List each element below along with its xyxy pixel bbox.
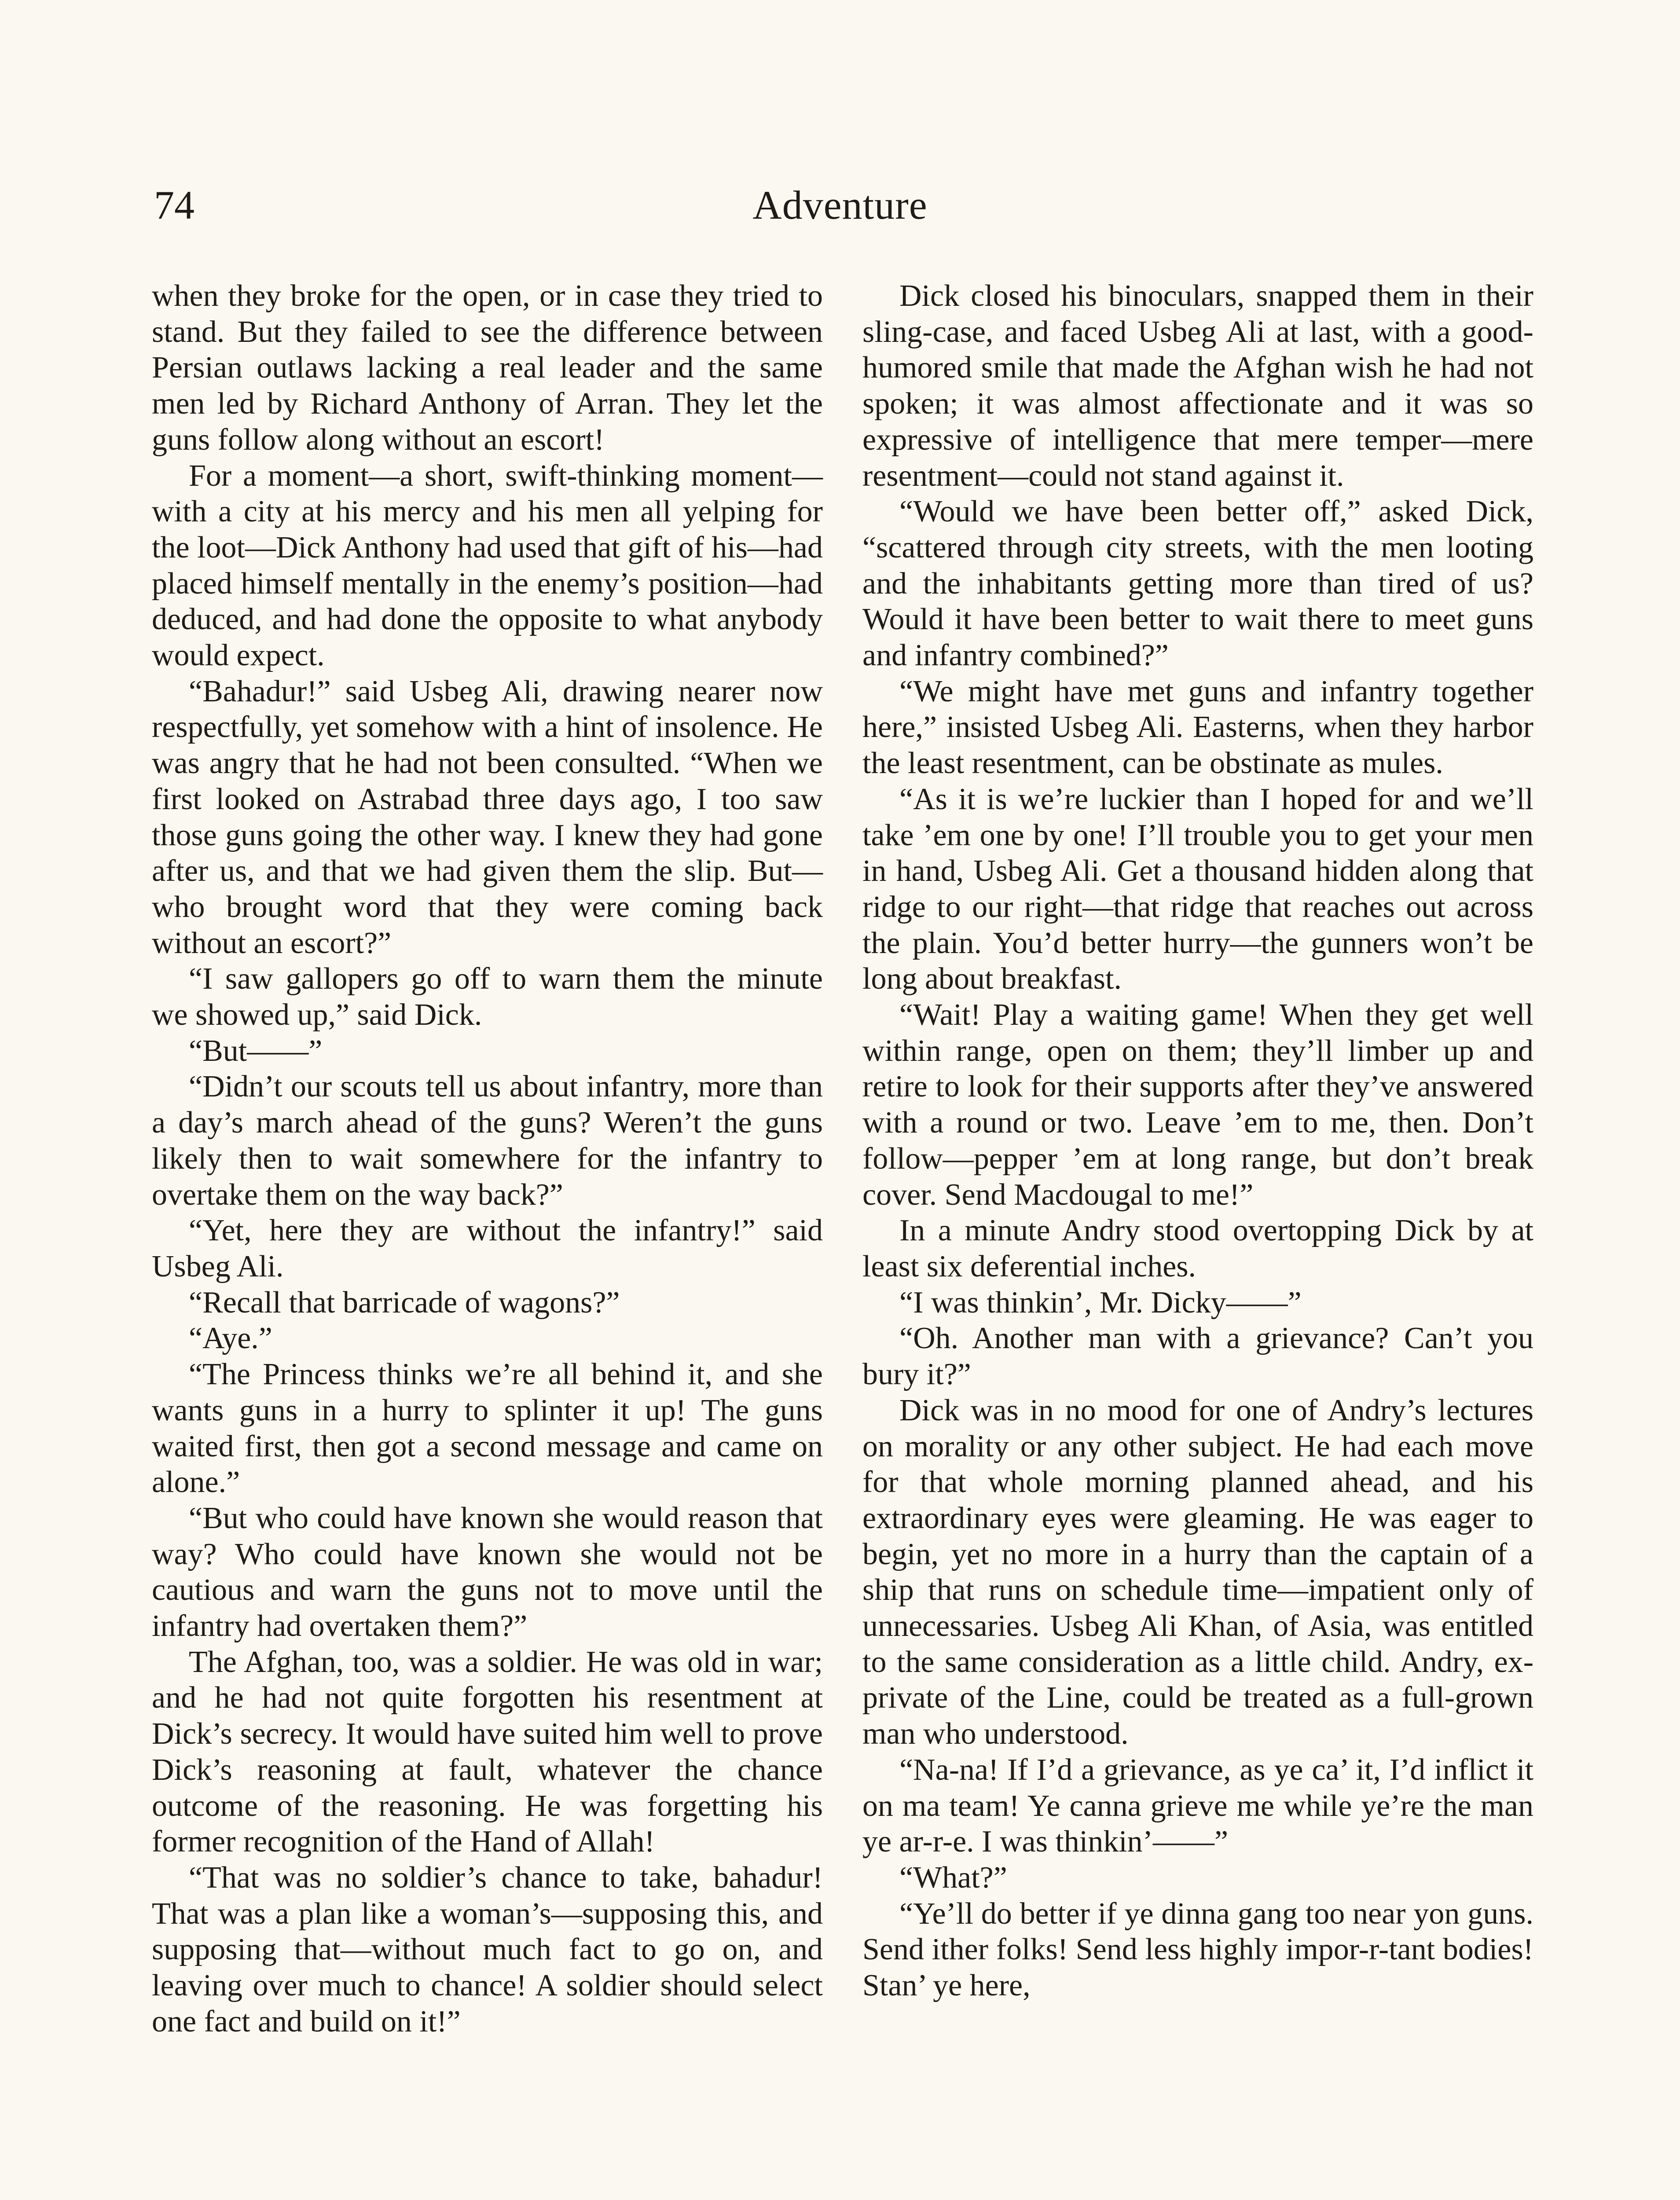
paragraph: “We might have met guns and infantry together here,” insisted Usbeg Ali. Easterns, when they harbor the least resentment, can be obstinate as mules.: [862, 674, 1533, 781]
paragraph: “But who could have known she would reason that way? Who could have known she would not be cautious and warn the guns not to move until the infantry had overtaken them?”: [152, 1501, 823, 1643]
paragraph: In a minute Andry stood overtopping Dick by at least six deferential inches.: [862, 1214, 1533, 1283]
paragraph: “But——”: [189, 1034, 323, 1068]
paragraph: “That was no soldier’s chance to take, bahadur! That was a plan like a woman’s—supposing this, and supposing that—without much fact to go on, and leaving over much to chance! A soldier should select one fact and build on it!”: [152, 1860, 823, 2039]
right-column: [862, 278, 1533, 2004]
paragraph: “Recall that barricade of wagons?”: [189, 1285, 620, 1320]
page-number: 74: [154, 183, 194, 227]
paragraph: “Ye’ll do better if ye dinna gang too near yon guns. Send ither folks! Send less highly impor-r-tant bodies! Stan’ ye here,: [862, 1896, 1533, 2003]
paragraph: “Would we have been better off,” asked Dick, “scattered through city streets, with the men looting and the inhabitants getting more than tired of us? Would it have been better to wait there to meet guns and infantry combined?”: [862, 495, 1533, 673]
paragraph: “Didn’t our scouts tell us about infantry, more than a day’s march ahead of the guns? Weren’t the guns likely then to wait somewhere for the infantry to overtake them on the way back?”: [152, 1070, 823, 1212]
paragraph: “As it is we’re luckier than I hoped for and we’ll take ’em one by one! I’ll trouble you to get your men in hand, Usbeg Ali. Get a thousand hidden along that ridge to our right—that ridge that reaches out across the plain. You’d better hurry—the gunners won’t be long about breakfast.: [862, 782, 1533, 996]
left-column: [152, 278, 823, 2039]
paragraph: Dick was in no mood for one of Andry’s lectures on morality or any other subject. He had each move for that whole morning planned ahead, and his extraordinary eyes were gleaming. He was eager to begin, yet no more in a hurry than the captain of a ship that runs on schedule time—impatient only of unnecessaries. Usbeg Ali Khan, of Asia, was entitled to the same consideration as a little child. Andry, ex-private of the Line, could be treated as a full-grown man who understood.: [862, 1393, 1533, 1751]
paragraph: “I saw gallopers go off to warn them the minute we showed up,” said Dick.: [152, 962, 823, 1032]
paragraph: “What?”: [899, 1860, 1007, 1895]
paragraph: “Aye.”: [189, 1321, 272, 1356]
paragraph: For a moment—a short, swift-thinking moment—with a city at his mercy and his men all yelping for the loot—Dick Anthony had used that gift of his—had placed himself mentally in the enemy’s position—had deduced, and had done the opposite to what anybody would expect.: [152, 458, 823, 673]
paragraph: Dick closed his binoculars, snapped them in their sling-case, and faced Usbeg Ali at last, with a good-humored smile that made the Afghan wish he had not spoken; it was almost affectionate and it was so expressive of intelligence that mere temper—mere resentment—could not stand against it.: [862, 279, 1533, 493]
paragraph: “Oh. Another man with a grievance? Can’t you bury it?”: [862, 1321, 1533, 1392]
paragraph: “Bahadur!” said Usbeg Ali, drawing nearer now respectfully, yet somehow with a hint of insolence. He was angry that he had not been consulted. “When we first looked on Astrabad three days ago, I too saw those guns going the other way. I knew they had gone after us, and that we had given them the slip. But—who brought word that they were coming back without an escort?”: [152, 674, 823, 960]
paragraph: The Afghan, too, was a soldier. He was old in war; and he had not quite forgotten his resentment at Dick’s secrecy. It would have suited him well to prove Dick’s reasoning at fault, whatever the chance outcome of the reasoning. He was forgetting his former recognition of the Hand of Allah!: [152, 1645, 823, 1859]
paragraph: “Na-na! If I’d a grievance, as ye ca’ it, I’d inflict it on ma team! Ye canna grieve me while ye’re the man ye ar-r-e. I was thinkin’——”: [862, 1753, 1533, 1859]
paragraph: “I was thinkin’, Mr. Dicky——”: [899, 1285, 1302, 1320]
running-head: Adventure: [752, 183, 928, 227]
paragraph: “The Princess thinks we’re all behind it, and she wants guns in a hurry to splinter it up! The guns waited first, then got a second message and came on alone.”: [152, 1357, 823, 1500]
paragraph: “Yet, here they are without the infantry!” said Usbeg Ali.: [152, 1214, 823, 1283]
paragraph: when they broke for the open, or in case they tried to stand. But they failed to see the difference between Persian outlaws lacking a real leader and the same men led by Richard Anthony of Arran. They let the guns follow along without an escort!: [152, 279, 823, 457]
paragraph: “Wait! Play a waiting game! When they get well within range, open on them; they’ll limber up and retire to look for their supports after they’ve answered with a round or two. Leave ’em to me, then. Don’t follow—pepper ’em at long range, but don’t break cover. Send Macdougal to me!”: [862, 998, 1533, 1212]
